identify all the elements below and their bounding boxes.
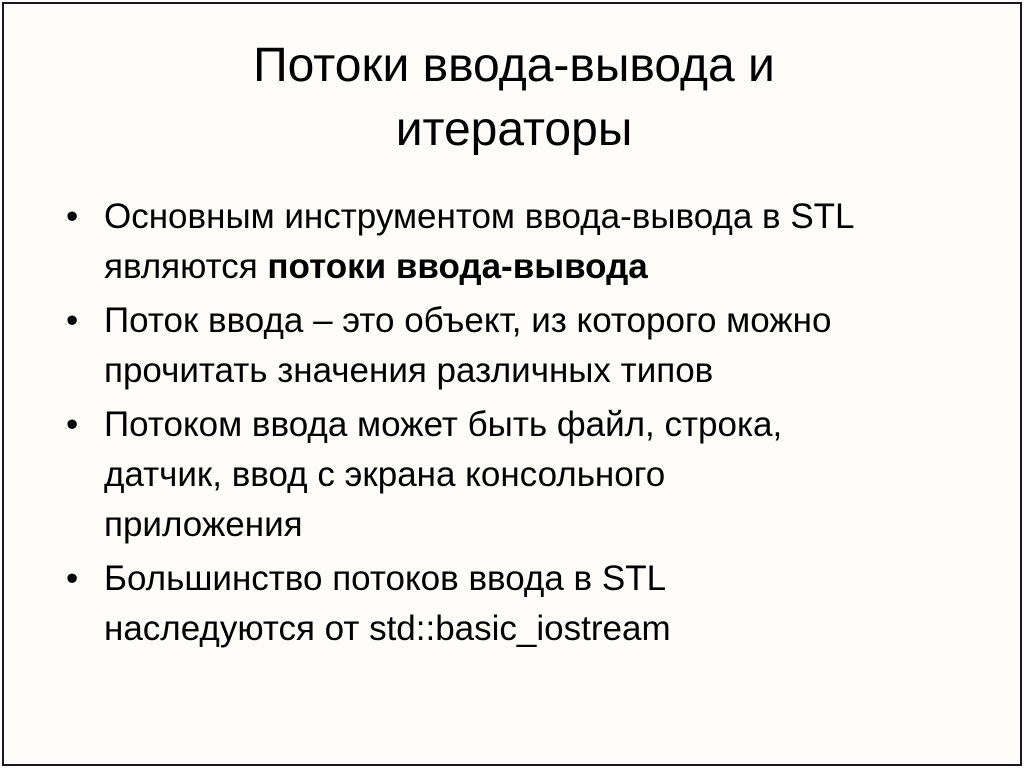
bullet-text-line: датчик, ввод с экрана консольного [104, 455, 666, 494]
bullet-text-line: приложения [104, 505, 303, 544]
bullet-item [4, 192, 1024, 292]
bullet-dot-icon: • [66, 301, 79, 340]
slide-frame [2, 2, 1022, 766]
bullet-text-line: прочитать значения различных типов [104, 351, 714, 390]
bullet-text-line [104, 242, 984, 292]
bullet-dot-icon: • [66, 197, 79, 236]
bullet-dot-icon: • [66, 405, 79, 444]
bullet-text-line: Большинство потоков ввода в STL [104, 559, 667, 598]
bullet-text-line: Потоком ввода может быть файл, строка, [104, 405, 783, 444]
slide-title-line-1: Потоки ввода-вывода и [253, 39, 775, 92]
bullet-item [4, 400, 1024, 550]
bullet-text-line: Основным инструментом ввода-вывода в STL [104, 197, 855, 236]
bullet-text-line: наследуются от std::basic_iostream [104, 609, 671, 648]
bullet-text-segment: являются [104, 247, 268, 286]
bullet-item [4, 554, 1024, 654]
bullet-dot-icon: • [66, 559, 79, 598]
bullet-text-line: Поток ввода – это объект, из которого можно [104, 301, 832, 340]
bullet-list [4, 192, 1024, 658]
slide-title [4, 34, 1024, 162]
bullet-bold-term: потоки ввода-вывода [267, 247, 648, 286]
slide-title-line-2: итераторы [395, 103, 633, 156]
bullet-item [4, 296, 1024, 396]
